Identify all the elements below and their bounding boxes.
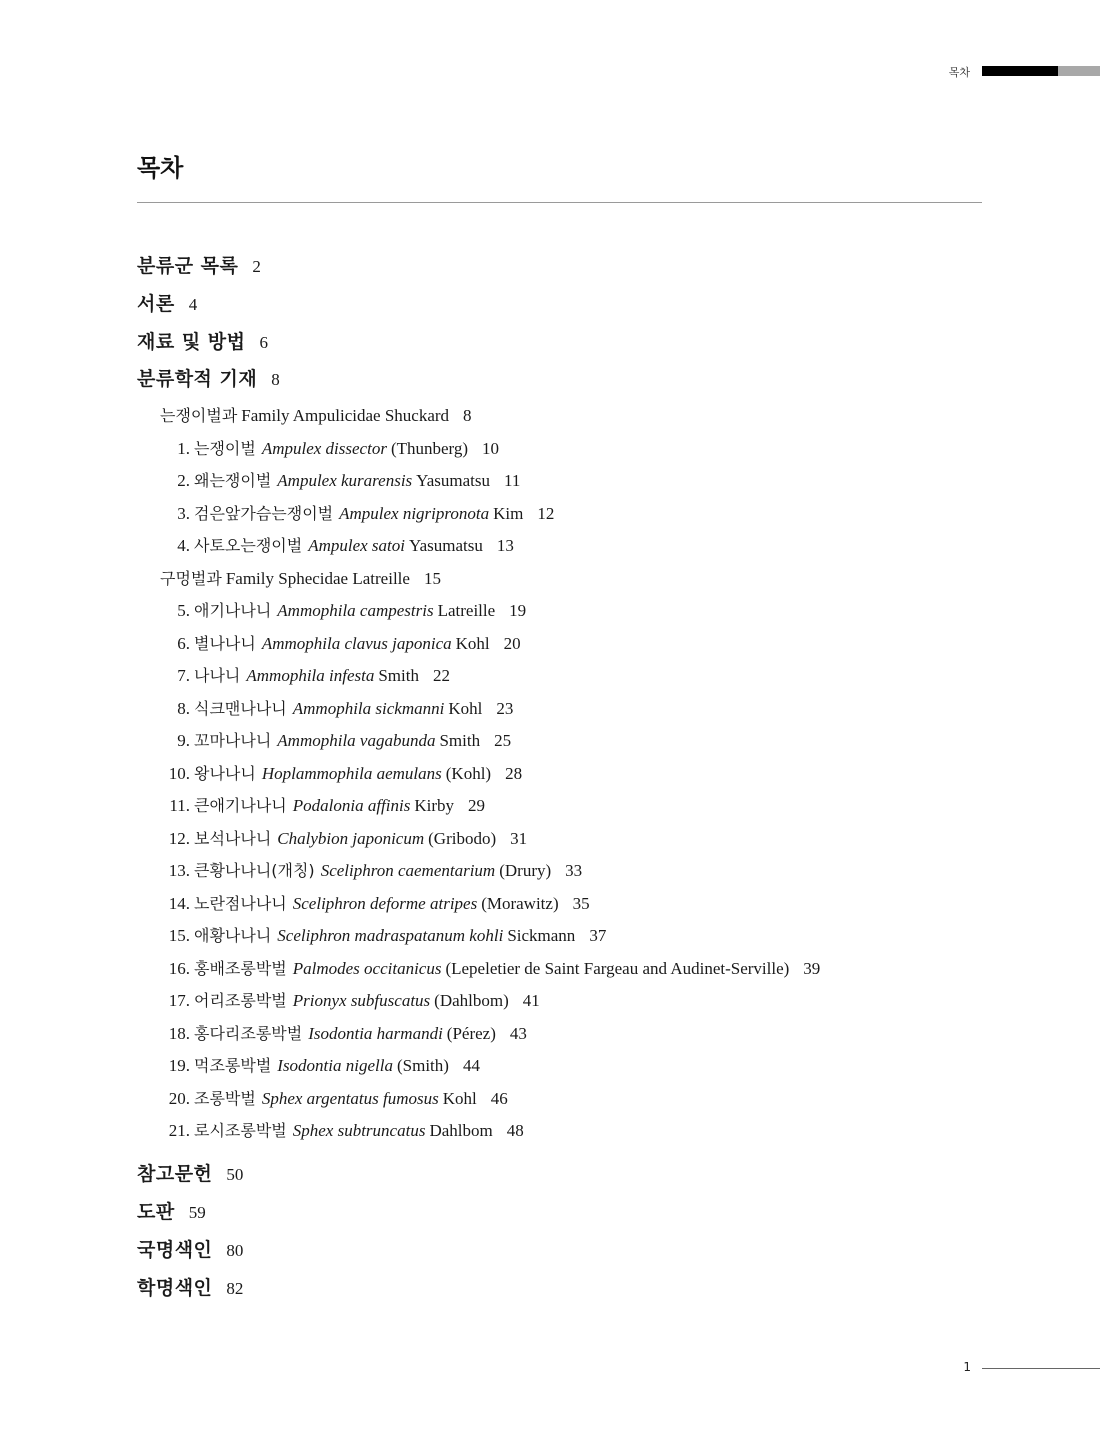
toc-page-number: 8 — [463, 406, 472, 425]
species-scientific-name: Ampulex kurarensis — [277, 471, 413, 490]
toc-species — [160, 990, 540, 1012]
toc-page-number: 80 — [226, 1241, 244, 1260]
species-korean-name: 보석나나니 — [194, 829, 272, 848]
species-korean-name: 검은앞가슴는쟁이벌 — [194, 504, 334, 523]
toc-section — [137, 1277, 243, 1299]
species-number: 9. — [177, 731, 190, 750]
toc-page-number: 41 — [522, 991, 540, 1010]
header-bar-dark — [982, 66, 1058, 76]
species-scientific-name: Isodontia nigella — [277, 1056, 393, 1075]
toc-page-number: 35 — [572, 894, 590, 913]
toc-page-number: 29 — [468, 796, 486, 815]
species-author: Kohl — [448, 699, 483, 718]
species-number: 14. — [168, 894, 190, 913]
species-scientific-name: Sphex argentatus fumosus — [261, 1089, 439, 1108]
species-number: 13. — [168, 861, 190, 880]
toc-species — [160, 1088, 508, 1110]
species-korean-name: 는쟁이벌 — [194, 439, 256, 458]
toc-family — [160, 405, 472, 427]
toc-species — [160, 860, 582, 882]
toc-page-number: 25 — [494, 731, 512, 750]
toc-page-number: 13 — [496, 536, 514, 555]
toc-species — [160, 1055, 480, 1077]
toc-page-number: 39 — [803, 959, 821, 978]
species-scientific-name: Podalonia affinis — [292, 796, 411, 815]
toc-family — [160, 568, 441, 590]
toc-page-number: 37 — [589, 926, 607, 945]
toc-section — [137, 1239, 243, 1261]
species-scientific-name: Chalybion japonicum — [277, 829, 425, 848]
page-title: 목차 — [137, 154, 184, 182]
species-number: 8. — [177, 699, 190, 718]
toc-page-number: 46 — [490, 1089, 508, 1108]
species-scientific-name: Sphex subtruncatus — [292, 1121, 426, 1140]
toc-page-number: 4 — [188, 295, 198, 314]
toc-page-number: 43 — [509, 1024, 527, 1043]
toc-species — [160, 633, 521, 655]
species-author: Kohl — [455, 634, 490, 653]
species-number: 15. — [168, 926, 190, 945]
species-author: Kohl — [442, 1089, 477, 1108]
toc-page-number: 19 — [509, 601, 527, 620]
species-number: 5. — [177, 601, 190, 620]
species-number: 3. — [177, 504, 190, 523]
species-author: Kirby — [414, 796, 455, 815]
species-korean-name: 식크맨나나니 — [194, 699, 287, 718]
species-korean-name: 어리조롱박벌 — [194, 991, 287, 1010]
toc-species — [160, 893, 590, 915]
species-scientific-name: Ammophila campestris — [277, 601, 434, 620]
species-korean-name: 노란점나나니 — [194, 894, 287, 913]
species-author: (Thunberg) — [390, 439, 469, 458]
species-korean-name: 조롱박벌 — [194, 1089, 256, 1108]
toc-page-number: 59 — [188, 1203, 206, 1222]
family-name: Family Ampulicidae Shuckard — [241, 406, 450, 425]
species-number: 10. — [168, 764, 190, 783]
species-author: (Kohl) — [445, 764, 492, 783]
species-author: Sickmann — [507, 926, 576, 945]
title-divider — [137, 202, 982, 203]
toc-page-number: 50 — [226, 1165, 244, 1184]
toc-species — [160, 665, 450, 687]
toc-section-label: 분류학적 기재 — [137, 368, 258, 390]
species-korean-name: 홍다리조롱박벌 — [194, 1024, 303, 1043]
species-scientific-name: Isodontia harmandi — [308, 1024, 443, 1043]
species-korean-name: 왕나나니 — [194, 764, 256, 783]
toc-section-label: 도판 — [137, 1201, 175, 1223]
species-number: 11. — [169, 796, 190, 815]
footer-divider — [982, 1368, 1100, 1369]
species-korean-name: 먹조롱박벌 — [194, 1056, 272, 1075]
family-korean-name: 구멍벌과 — [160, 569, 222, 588]
species-scientific-name: Ammophila vagabunda — [277, 731, 436, 750]
species-korean-name: 나나니 — [194, 666, 241, 685]
header-bar-grey — [1058, 66, 1100, 76]
species-korean-name: 로시조롱박벌 — [194, 1121, 287, 1140]
toc-page-number: 33 — [565, 861, 583, 880]
toc-species — [160, 925, 606, 947]
species-scientific-name: Ammophila sickmanni — [292, 699, 445, 718]
toc-species — [160, 1120, 524, 1142]
species-korean-name: 별나나니 — [194, 634, 256, 653]
species-korean-name: 큰황나나니(개칭) — [194, 861, 315, 880]
toc-section — [137, 331, 268, 353]
species-author: Dahlbom — [429, 1121, 493, 1140]
toc-section-label: 학명색인 — [137, 1277, 213, 1299]
toc-species — [160, 438, 499, 460]
toc-species — [160, 698, 513, 720]
species-scientific-name: Prionyx subfuscatus — [292, 991, 431, 1010]
species-number: 18. — [168, 1024, 190, 1043]
toc-page-number: 23 — [496, 699, 514, 718]
toc-page-number: 31 — [510, 829, 528, 848]
toc-species — [160, 535, 514, 557]
toc-page-number: 12 — [537, 504, 555, 523]
toc-page-number: 2 — [252, 257, 261, 276]
species-korean-name: 홍배조롱박벌 — [194, 959, 287, 978]
species-author: (Smith) — [396, 1056, 449, 1075]
species-number: 17. — [168, 991, 190, 1010]
species-scientific-name: Sceliphron caementarium — [320, 861, 496, 880]
species-author: (Drury) — [499, 861, 552, 880]
species-scientific-name: Palmodes occitanicus — [292, 959, 442, 978]
toc-species — [160, 828, 527, 850]
toc-page-number: 48 — [506, 1121, 524, 1140]
toc-section — [137, 293, 197, 315]
species-korean-name: 사토오는쟁이벌 — [194, 536, 303, 555]
species-author: Yasumatsu — [409, 536, 483, 555]
running-header-label: 목차 — [948, 66, 970, 79]
species-author: (Lepeletier de Saint Fargeau and Audinet-Serville) — [445, 959, 790, 978]
species-number: 4. — [177, 536, 190, 555]
species-author: Smith — [439, 731, 481, 750]
toc-page-number: 10 — [482, 439, 500, 458]
toc-species — [160, 600, 526, 622]
toc-page-number: 6 — [259, 333, 268, 352]
species-korean-name: 왜는쟁이벌 — [194, 471, 272, 490]
toc-section — [137, 368, 280, 390]
species-scientific-name: Ampulex dissector — [261, 439, 387, 458]
species-number: 16. — [168, 959, 190, 978]
toc-species — [160, 795, 485, 817]
species-scientific-name: Sceliphron madraspatanum kohli — [277, 926, 504, 945]
species-author: Latreille — [437, 601, 496, 620]
toc-section-label: 국명색인 — [137, 1239, 213, 1261]
species-korean-name: 애황나나니 — [194, 926, 272, 945]
toc-page-number: 20 — [503, 634, 521, 653]
species-author: (Morawitz) — [481, 894, 559, 913]
species-number: 2. — [177, 471, 190, 490]
species-korean-name: 애기나나니 — [194, 601, 272, 620]
species-scientific-name: Ampulex nigripronota — [339, 504, 490, 523]
species-number: 21. — [168, 1121, 190, 1140]
species-author: Smith — [378, 666, 419, 685]
species-author: (Gribodo) — [428, 829, 497, 848]
species-author: (Pérez) — [446, 1024, 496, 1043]
toc-page-number: 44 — [462, 1056, 480, 1075]
species-number: 12. — [168, 829, 190, 848]
toc-species — [160, 958, 820, 980]
species-number: 20. — [168, 1089, 190, 1108]
toc-section-label: 분류군 목록 — [137, 255, 239, 277]
species-number: 7. — [177, 666, 190, 685]
species-scientific-name: Ammophila infesta — [246, 666, 375, 685]
toc-page-number: 22 — [432, 666, 450, 685]
toc-species — [160, 730, 511, 752]
toc-section-label: 재료 및 방법 — [137, 331, 246, 353]
species-author: Yasumatsu — [416, 471, 490, 490]
toc-section — [137, 1163, 243, 1185]
family-name: Family Sphecidae Latreille — [225, 569, 410, 588]
toc-page-number: 82 — [226, 1279, 244, 1298]
toc-section — [137, 1201, 206, 1223]
species-number: 19. — [168, 1056, 190, 1075]
species-scientific-name: Sceliphron deforme atripes — [292, 894, 478, 913]
toc-species — [160, 763, 522, 785]
toc-section-label: 서론 — [137, 293, 175, 315]
species-korean-name: 꼬마나나니 — [194, 731, 272, 750]
species-author: (Dahlbom) — [434, 991, 509, 1010]
species-korean-name: 큰애기나나니 — [194, 796, 287, 815]
species-scientific-name: Ampulex satoi — [308, 536, 405, 555]
species-number: 1. — [177, 439, 190, 458]
toc-section — [137, 255, 261, 277]
family-korean-name: 는쟁이벌과 — [160, 406, 238, 425]
toc-species — [160, 1023, 527, 1045]
toc-species — [160, 503, 554, 525]
species-scientific-name: Ammophila clavus japonica — [261, 634, 452, 653]
species-scientific-name: Hoplammophila aemulans — [261, 764, 442, 783]
species-author: Kim — [493, 504, 524, 523]
toc-page-number: 11 — [504, 471, 521, 490]
toc-page-number: 28 — [505, 764, 523, 783]
toc-page-number: 8 — [271, 370, 280, 389]
species-number: 6. — [177, 634, 190, 653]
toc-species — [160, 470, 520, 492]
toc-section-label: 참고문헌 — [137, 1163, 213, 1185]
page-number: 1 — [963, 1360, 971, 1374]
toc-page-number: 15 — [423, 569, 441, 588]
